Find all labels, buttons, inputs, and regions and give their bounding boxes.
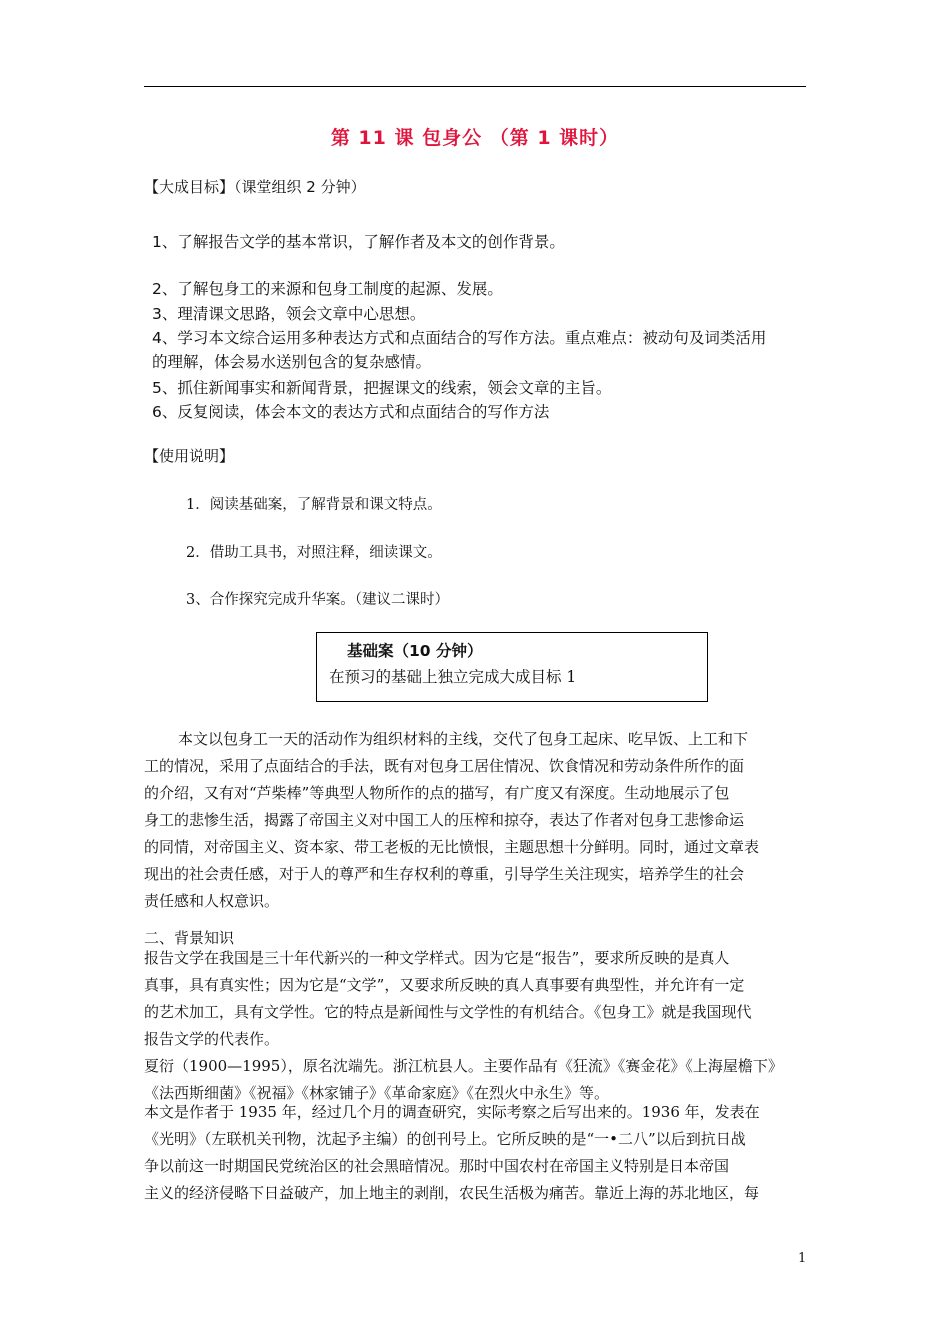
usage-item-2: 2．借助工具书，对照注释，细读课文。 (186, 545, 442, 561)
foundation-box-title: 基础案（10 分钟） (347, 642, 483, 660)
goals-heading: 【大成目标】（课堂组织 2 分钟） (144, 178, 366, 196)
goal-item-1: 1、了解报告文学的基本常识，了解作者及本文的创作背景。 (152, 233, 565, 251)
context-paragraph (144, 1099, 814, 1207)
summary-line: 的介绍，又有对“芦柴棒”等典型人物所作的点的描写，有广度又有深度。生动地展示了包 (144, 784, 730, 802)
summary-line: 本文以包身工一天的活动作为组织材料的主线，交代了包身工起床、吃早饭、上工和下 (178, 730, 749, 748)
goal-item-3: 3、理清课文思路，领会文章中心思想。 (152, 305, 426, 323)
background-paragraph (144, 945, 814, 1053)
header-rule (144, 86, 806, 87)
summary-line: 的同情，对帝国主义、资本家、带工老板的无比愤恨，主题思想十分鲜明。同时，通过文章表 (144, 838, 760, 856)
summary-paragraph (144, 726, 814, 915)
foundation-box-subtitle: 在预习的基础上独立完成大成目标 1 (329, 668, 577, 686)
goal-item-2: 2、了解包身工的来源和包身工制度的起源、发展。 (152, 280, 503, 298)
summary-line: 身工的悲惨生活，揭露了帝国主义对中国工人的压榨和掠夺，表达了作者对包身工悲惨命运 (144, 811, 745, 829)
summary-line: 现出的社会责任感，对于人的尊严和生存权利的尊重，引导学生关注现实，培养学生的社会 (144, 865, 745, 883)
foundation-box (316, 632, 708, 702)
page-number: 1 (798, 1251, 807, 1266)
context-line: 本文是作者于 1935 年，经过几个月的调查研究，实际考察之后写出来的。1936 年，发表在 (144, 1103, 760, 1121)
background-line: 的艺术加工，具有文学性。它的特点是新闻性与文学性的有机结合。《包身工》就是我国现代 (144, 1003, 752, 1021)
background-line: 真事，具有真实性；因为它是“文学”，又要求所反映的真人真事要有典型性，并允许有一定 (144, 976, 745, 994)
background-line: 报告文学的代表作。 (144, 1030, 280, 1048)
context-line: 《光明》（左联机关刊物，沈起予主编）的创刊号上。它所反映的是“一•二八”以后到抗日战 (144, 1130, 746, 1148)
usage-item-1: 1．阅读基础案，了解背景和课文特点。 (186, 497, 442, 513)
summary-line: 工的情况，采用了点面结合的手法，既有对包身工居住情况、饮食情况和劳动条件所作的面 (144, 757, 745, 775)
background-line: 报告文学在我国是三十年代新兴的一种文学样式。因为它是“报告”，要求所反映的是真人 (144, 949, 730, 967)
lesson-title: 第 11 课 包身公 （第 1 课时） (330, 127, 620, 149)
goal-item-6: 6、反复阅读，体会本文的表达方式和点面结合的写作方法 (152, 403, 550, 421)
goal-item-4: 4、学习本文综合运用多种表达方式和点面结合的写作方法。重点难点：被动句及词类活用 (152, 329, 767, 347)
usage-heading: 【使用说明】 (144, 447, 235, 465)
usage-item-3: 3、合作探究完成升华案。（建议二课时） (186, 592, 449, 608)
author-line: 夏衍（1900—1995），原名沈端先。浙江杭县人。主要作品有《狂流》《赛金花》《上海屋檐下》 (144, 1057, 783, 1075)
goal-item-5: 5、抓住新闻事实和新闻背景，把握课文的线索，领会文章的主旨。 (152, 379, 612, 397)
author-line: 《法西斯细菌》《祝福》《林家铺子》《革命家庭》《在烈火中永生》等。 (144, 1084, 610, 1102)
context-line: 争以前这一时期国民党统治区的社会黑暗情况。那时中国农村在帝国主义特别是日本帝国 (144, 1157, 730, 1175)
context-line: 主义的经济侵略下日益破产，加上地主的剥削，农民生活极为痛苦。靠近上海的苏北地区，每 (144, 1184, 760, 1202)
goal-item-4-continued: 的理解，体会易水送别包含的复杂感情。 (152, 353, 432, 371)
background-heading: 二、背景知识 (144, 929, 235, 947)
summary-line: 责任感和人权意识。 (144, 892, 280, 910)
